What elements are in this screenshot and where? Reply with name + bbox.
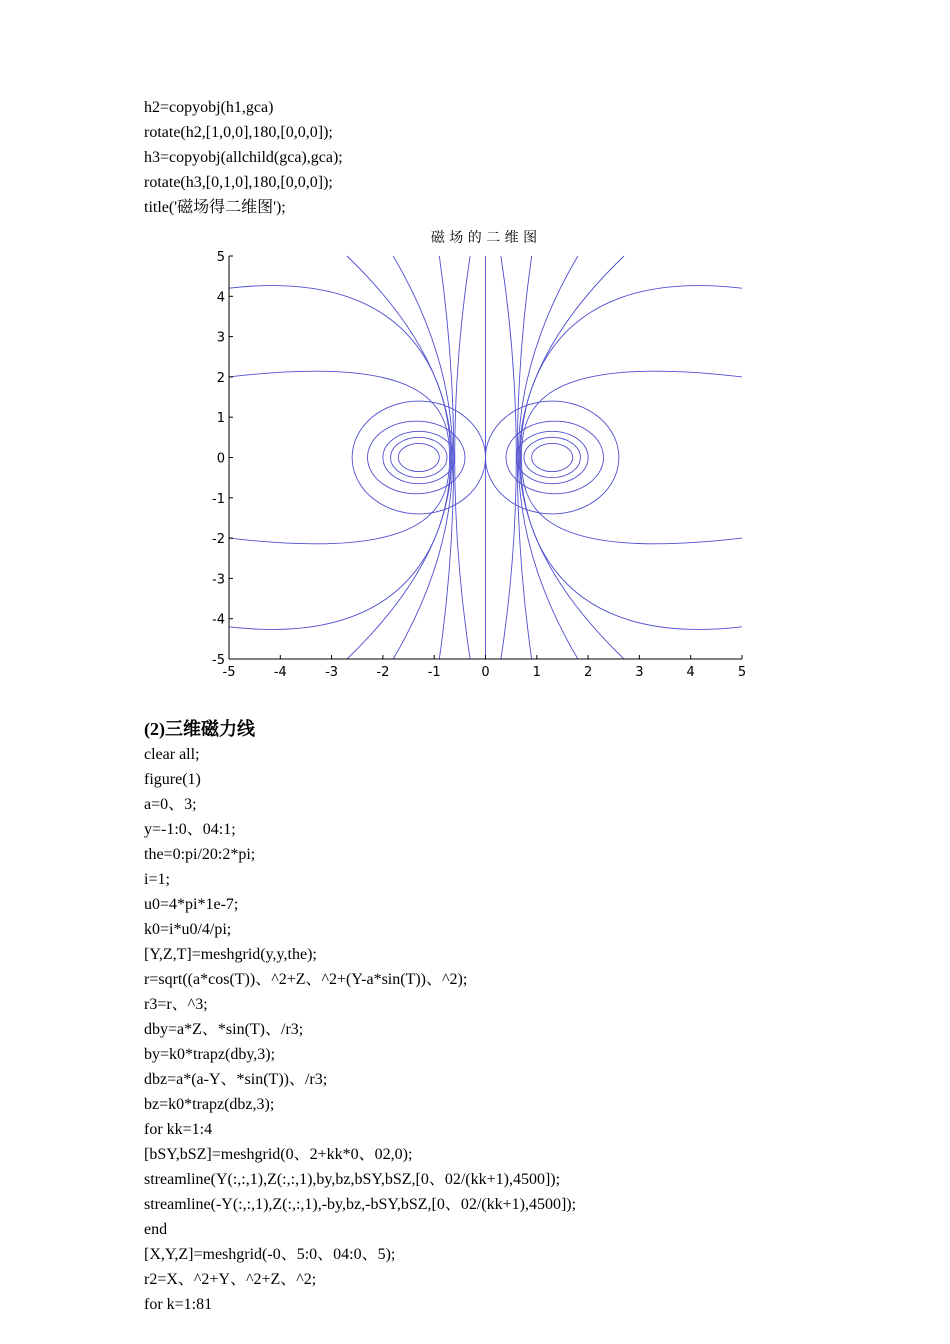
y-tick-label: 4 <box>216 290 225 306</box>
code-line: rotate(h3,[0,1,0],180,[0,0,0]); <box>144 174 333 191</box>
code-line: dbz=a*(a-Y、*sin(T))、/r3; <box>144 1071 328 1088</box>
field-line-open <box>520 286 742 630</box>
code-line: u0=4*pi*1e-7; <box>144 896 239 913</box>
x-tick-label: -5 <box>222 665 236 680</box>
x-tick-label: -2 <box>376 665 390 680</box>
y-tick-label: 0 <box>216 451 225 467</box>
field-line-open <box>393 256 453 659</box>
code-line: bz=k0*trapz(dbz,3); <box>144 1096 275 1113</box>
field-line-open <box>229 371 450 544</box>
field-loop <box>352 401 485 514</box>
field-line-open <box>455 256 470 659</box>
chart-title: 磁 场 的 二 维 图 <box>430 230 538 246</box>
axes <box>212 250 746 680</box>
code-line: h3=copyobj(allchild(gca),gca); <box>144 149 343 166</box>
x-tick-label: 4 <box>686 665 695 680</box>
x-tick-label: 2 <box>583 665 593 680</box>
field-line-open <box>518 256 578 659</box>
code-line: r2=X、^2+Y、^2+Z、^2; <box>144 1271 317 1288</box>
code-line: streamline(-Y(:,:,1),Z(:,:,1),-by,bz,-bSY,bSZ,[0、02/(kk+1),4500]); <box>144 1196 577 1213</box>
y-tick-label: -5 <box>212 653 225 668</box>
field-line-open <box>521 371 742 544</box>
plot-lines <box>229 256 742 659</box>
code-line: rotate(h2,[1,0,0],180,[0,0,0]); <box>144 124 333 141</box>
code-line: [bSY,bSZ]=meshgrid(0、2+kk*0、02,0); <box>144 1146 413 1163</box>
code-line: streamline(Y(:,:,1),Z(:,:,1),by,bz,bSY,bSZ,[0、02/(kk+1),4500]); <box>144 1171 561 1188</box>
code-line: for k=1:81 <box>144 1296 213 1313</box>
code-block-2 <box>144 742 576 1317</box>
field-loop <box>516 431 588 483</box>
code-block-1 <box>144 95 343 220</box>
field-line-open <box>229 286 451 630</box>
field-loop <box>383 431 455 483</box>
y-tick-label: 3 <box>216 330 225 346</box>
code-line: clear all; <box>144 746 200 763</box>
chart-svg <box>195 225 755 690</box>
y-tick-label: -2 <box>212 532 225 548</box>
code-line: h2=copyobj(h1,gca) <box>144 99 274 116</box>
code-line: [Y,Z,T]=meshgrid(y,y,the); <box>144 946 317 963</box>
code-line: dby=a*Z、*sin(T)、/r3; <box>144 1021 304 1038</box>
x-tick-label: -1 <box>427 665 441 680</box>
x-tick-label: 5 <box>737 665 747 680</box>
y-tick-label: 2 <box>216 370 225 386</box>
field-line-open <box>347 256 452 659</box>
field-line-figure <box>195 225 755 695</box>
x-tick-label: -3 <box>325 665 339 680</box>
x-tick-label: 1 <box>532 665 541 680</box>
code-line: r3=r、^3; <box>144 996 208 1013</box>
field-line-open <box>519 256 624 659</box>
code-line: y=-1:0、04:1; <box>144 821 236 838</box>
field-loop <box>486 401 619 514</box>
code-line: by=k0*trapz(dby,3); <box>144 1046 276 1063</box>
x-tick-label: -4 <box>273 665 287 680</box>
y-tick-label: -1 <box>212 491 225 507</box>
code-line: title('磁场得二维图'); <box>144 199 286 216</box>
code-line: k0=i*u0/4/pi; <box>144 921 232 938</box>
code-line: [X,Y,Z]=meshgrid(-0、5:0、04:0、5); <box>144 1246 396 1263</box>
code-line: for kk=1:4 <box>144 1121 213 1138</box>
x-tick-label: 3 <box>635 665 644 680</box>
field-loop <box>398 443 439 471</box>
code-line: the=0:pi/20:2*pi; <box>144 846 256 863</box>
code-line: end <box>144 1221 168 1238</box>
code-line: figure(1) <box>144 771 201 788</box>
section-heading: (2)三维磁力线 <box>144 719 255 739</box>
x-tick-label: 0 <box>481 665 490 680</box>
field-line-open <box>501 256 516 659</box>
y-tick-label: 1 <box>216 411 225 427</box>
y-tick-label: -4 <box>212 612 225 628</box>
y-tick-label: 5 <box>216 250 225 265</box>
code-line: r=sqrt((a*cos(T))、^2+Z、^2+(Y-a*sin(T))、^2); <box>144 971 468 988</box>
code-line: a=0、3; <box>144 796 197 813</box>
code-line: i=1; <box>144 871 170 888</box>
field-loop <box>532 443 573 471</box>
y-tick-label: -3 <box>212 572 225 588</box>
